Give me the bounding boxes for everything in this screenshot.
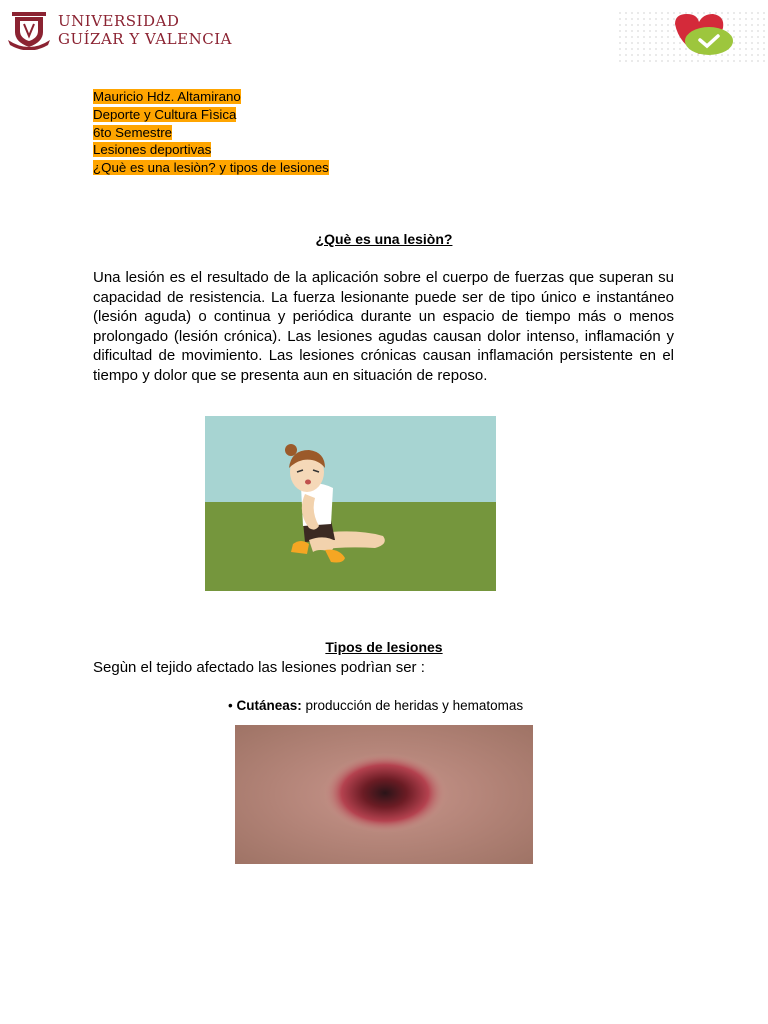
section-heading-injury-types: Tipos de lesiones — [325, 639, 443, 655]
document-meta — [93, 88, 329, 177]
definition-paragraph: Una lesión es el resultado de la aplicación sobre el cuerpo de fuerzas que superan su capacidad de resistencia. La fuerza lesionante puede ser de tipo único e instantáneo (lesión aguda) o continua y periódica durante un espacio de tiempo más o menos prolongado (lesión crónica). Las lesiones agudas causan dolor intenso, inflamación y dificultad de movimiento. Las lesiones crónicas causan inflamación persistente en el tiempo y dolor que se presenta aun en situación de reposo. — [93, 269, 674, 384]
hearts-check-icon — [617, 10, 765, 62]
university-crest-icon — [6, 10, 52, 50]
subject-name: Deporte y Cultura Fìsica — [93, 106, 237, 122]
author-name: Mauricio Hdz. Altamirano — [93, 89, 241, 104]
injury-types-intro: Segùn el tejido afectado las lesiones podrìan ser : — [93, 659, 425, 676]
bullet-text: producción de heridas y hematomas — [305, 698, 524, 713]
university-name-line1: UNIVERSIDAD — [58, 12, 180, 30]
list-item-cutaneous — [228, 697, 523, 714]
bullet-label: Cutáneas: — [236, 698, 302, 713]
document-title: ¿Què es una lesiòn? y tipos de lesiones — [93, 160, 329, 176]
university-name-line2: GUÍZAR Y VALENCIA — [58, 30, 232, 48]
semester-label: 6to Semestre — [93, 124, 173, 140]
injured-athlete-illustration — [205, 416, 496, 591]
bullet-mark: • — [228, 698, 233, 713]
topic-label: Lesiones deportivas — [93, 142, 212, 158]
university-name — [58, 12, 232, 49]
section-heading-what-is-injury: ¿Què es una lesiòn? — [315, 231, 453, 247]
skin-bruise-photo — [235, 725, 533, 864]
